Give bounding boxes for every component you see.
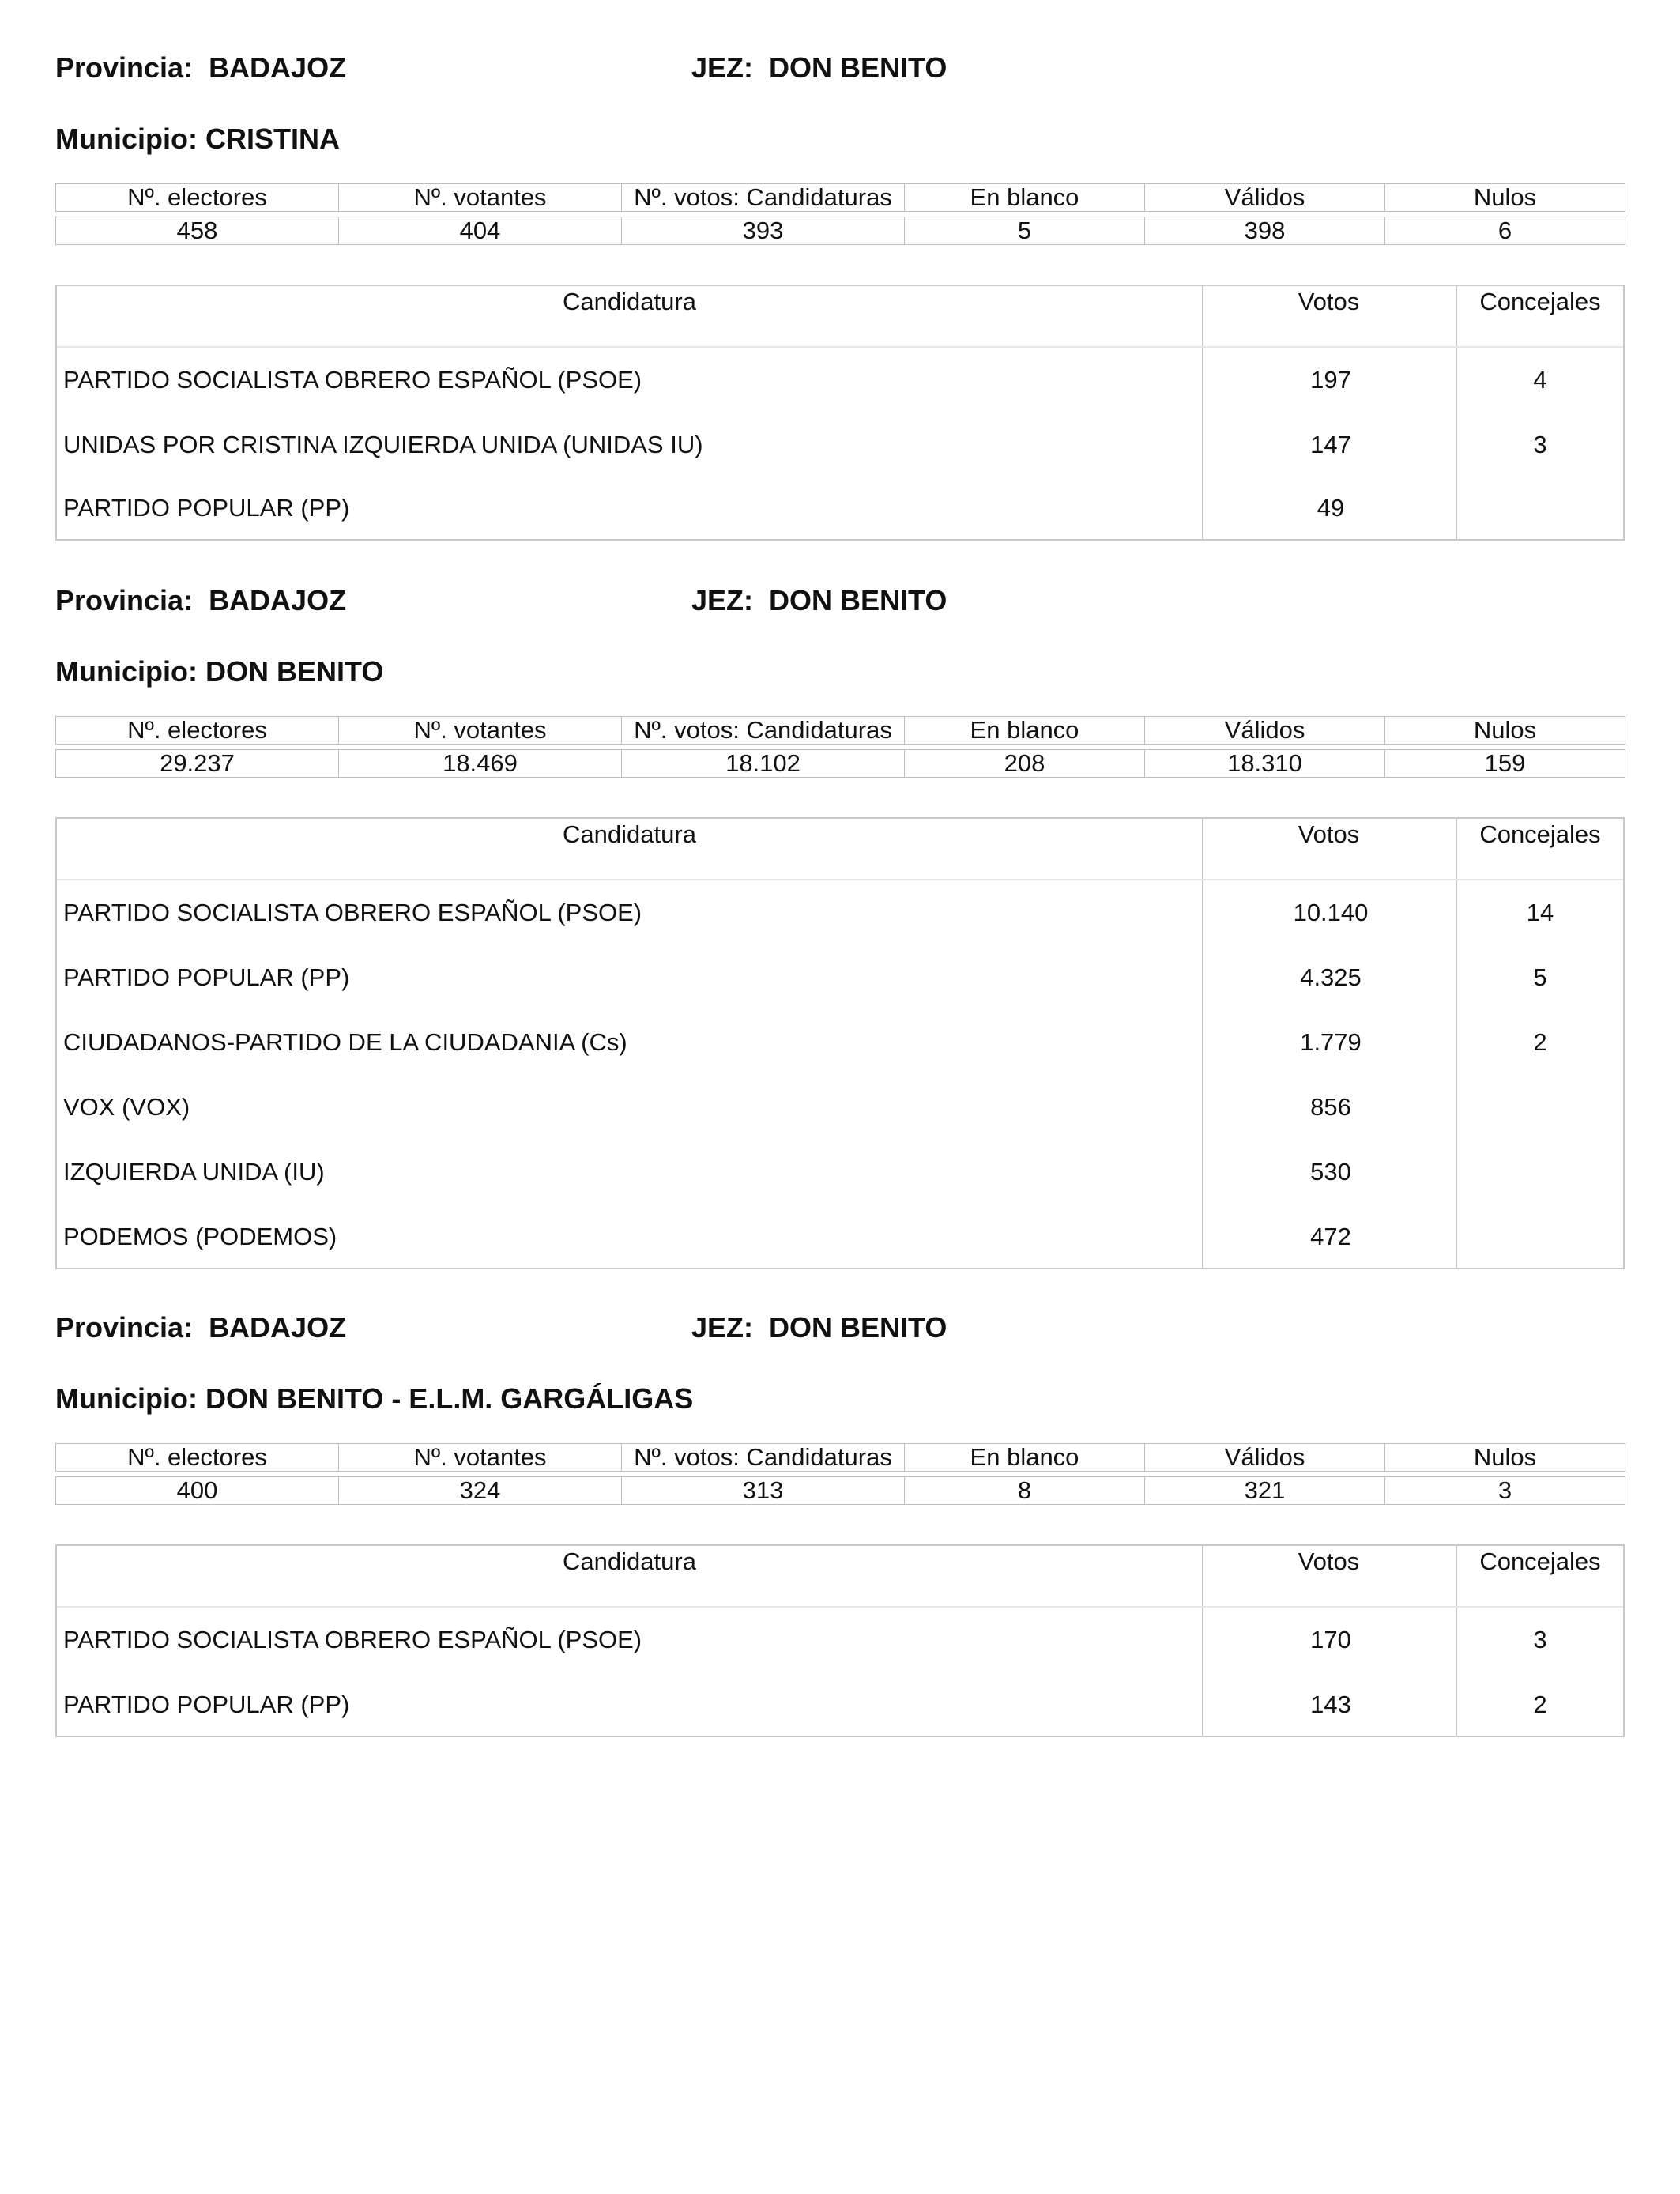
municipio-heading: Municipio: CRISTINA [55, 123, 340, 155]
candidate-row [57, 348, 1623, 413]
value-validos: 18.310 [1145, 750, 1385, 778]
candidate-votos: 856 [1310, 1093, 1351, 1121]
value-validos: 321 [1145, 1477, 1385, 1505]
municipio-heading: Municipio: DON BENITO - E.L.M. GARGÁLIGAS [55, 1382, 694, 1415]
value-votos-candidaturas: 393 [622, 217, 905, 245]
summary-value-row [56, 1477, 1625, 1505]
summary-table [55, 716, 1625, 778]
municipio-section-gargaligas [55, 1312, 1625, 1744]
header-concejales: Concejales [1479, 1547, 1601, 1575]
candidate-concejales: 2 [1533, 1028, 1547, 1056]
value-validos: 398 [1145, 217, 1385, 245]
header-nulos: Nulos [1385, 184, 1625, 212]
header-votantes: Nº. votantes [339, 1444, 622, 1472]
header-votos-candidaturas: Nº. votos: Candidaturas [622, 717, 905, 745]
candidate-name: PARTIDO POPULAR (PP) [63, 494, 350, 522]
value-votantes: 324 [339, 1477, 622, 1505]
header-votos-candidaturas: Nº. votos: Candidaturas [622, 184, 905, 212]
value-en-blanco: 5 [905, 217, 1145, 245]
candidate-row [57, 880, 1623, 945]
candidate-row [57, 413, 1623, 477]
candidate-concejales: 14 [1526, 899, 1554, 926]
value-en-blanco: 208 [905, 750, 1145, 778]
provincia-heading: Provincia: BADAJOZ [55, 1311, 347, 1344]
value-votantes: 404 [339, 217, 622, 245]
header-en-blanco: En blanco [905, 1444, 1145, 1472]
candidate-name: PARTIDO SOCIALISTA OBRERO ESPAÑOL (PSOE) [63, 899, 642, 926]
candidate-name: PARTIDO SOCIALISTA OBRERO ESPAÑOL (PSOE) [63, 1626, 642, 1653]
header-electores: Nº. electores [56, 184, 339, 212]
candidate-name: UNIDAS POR CRISTINA IZQUIERDA UNIDA (UNIDAS IU) [63, 431, 703, 458]
municipio-section-don-benito [55, 585, 1625, 1271]
provincia-heading: Provincia: BADAJOZ [55, 51, 347, 84]
candidate-votos: 147 [1310, 431, 1351, 458]
candidate-name: PARTIDO POPULAR (PP) [63, 963, 350, 991]
header-en-blanco: En blanco [905, 184, 1145, 212]
candidates-table [55, 817, 1625, 1269]
summary-table [55, 183, 1625, 245]
header-nulos: Nulos [1385, 717, 1625, 745]
candidate-row [57, 1672, 1623, 1737]
header-candidatura: Candidatura [563, 820, 696, 848]
summary-header-row [56, 1444, 1625, 1472]
municipio-section-cristina [55, 52, 1625, 542]
header-concejales: Concejales [1479, 288, 1601, 315]
candidate-votos: 4.325 [1300, 963, 1362, 991]
summary-header-row [56, 717, 1625, 745]
header-validos: Válidos [1145, 1444, 1385, 1472]
header-nulos: Nulos [1385, 1444, 1625, 1472]
header-votos: Votos [1298, 820, 1360, 848]
value-electores: 400 [56, 1477, 339, 1505]
candidate-votos: 49 [1317, 494, 1345, 522]
candidate-votos: 143 [1310, 1691, 1351, 1718]
value-nulos: 6 [1385, 217, 1625, 245]
value-votos-candidaturas: 18.102 [622, 750, 905, 778]
provincia-heading: Provincia: BADAJOZ [55, 584, 347, 616]
value-electores: 29.237 [56, 750, 339, 778]
value-en-blanco: 8 [905, 1477, 1145, 1505]
header-electores: Nº. electores [56, 1444, 339, 1472]
candidate-name: PARTIDO SOCIALISTA OBRERO ESPAÑOL (PSOE) [63, 366, 642, 394]
candidate-name: CIUDADANOS-PARTIDO DE LA CIUDADANIA (Cs) [63, 1028, 627, 1056]
candidate-votos: 10.140 [1293, 899, 1369, 926]
candidate-row [57, 1204, 1623, 1269]
jez-heading: JEZ: DON BENITO [691, 584, 947, 616]
header-votos: Votos [1298, 1547, 1360, 1575]
candidate-concejales: 3 [1533, 431, 1547, 458]
header-candidatura: Candidatura [563, 1547, 696, 1575]
summary-header-row [56, 184, 1625, 212]
summary-value-row [56, 750, 1625, 778]
candidates-table [55, 1544, 1625, 1737]
header-votantes: Nº. votantes [339, 717, 622, 745]
header-en-blanco: En blanco [905, 717, 1145, 745]
candidate-votos: 170 [1310, 1626, 1351, 1653]
candidate-row [57, 1010, 1623, 1075]
header-votos-candidaturas: Nº. votos: Candidaturas [622, 1444, 905, 1472]
candidate-row [57, 476, 1623, 541]
summary-table [55, 1443, 1625, 1505]
candidate-votos: 1.779 [1300, 1028, 1362, 1056]
candidate-name: IZQUIERDA UNIDA (IU) [63, 1158, 325, 1186]
header-concejales: Concejales [1479, 820, 1601, 848]
jez-heading: JEZ: DON BENITO [691, 1311, 947, 1344]
candidate-votos: 530 [1310, 1158, 1351, 1186]
header-electores: Nº. electores [56, 717, 339, 745]
header-validos: Válidos [1145, 717, 1385, 745]
candidate-votos: 472 [1310, 1223, 1351, 1250]
candidate-name: PODEMOS (PODEMOS) [63, 1223, 337, 1250]
candidates-table [55, 285, 1625, 541]
header-votantes: Nº. votantes [339, 184, 622, 212]
candidate-name: VOX (VOX) [63, 1093, 190, 1121]
summary-value-row [56, 217, 1625, 245]
candidate-concejales: 3 [1533, 1626, 1547, 1653]
header-votos: Votos [1298, 288, 1360, 315]
candidate-row [57, 1608, 1623, 1672]
candidate-row [57, 1140, 1623, 1204]
header-candidatura: Candidatura [563, 288, 696, 315]
value-electores: 458 [56, 217, 339, 245]
header-validos: Válidos [1145, 184, 1385, 212]
candidate-concejales: 4 [1533, 366, 1547, 394]
candidate-row [57, 1075, 1623, 1140]
candidate-concejales: 5 [1533, 963, 1547, 991]
value-nulos: 159 [1385, 750, 1625, 778]
value-nulos: 3 [1385, 1477, 1625, 1505]
candidate-votos: 197 [1310, 366, 1351, 394]
candidate-row [57, 945, 1623, 1010]
value-votantes: 18.469 [339, 750, 622, 778]
jez-heading: JEZ: DON BENITO [691, 51, 947, 84]
candidate-name: PARTIDO POPULAR (PP) [63, 1691, 350, 1718]
candidate-concejales: 2 [1533, 1691, 1547, 1718]
municipio-heading: Municipio: DON BENITO [55, 655, 384, 688]
value-votos-candidaturas: 313 [622, 1477, 905, 1505]
